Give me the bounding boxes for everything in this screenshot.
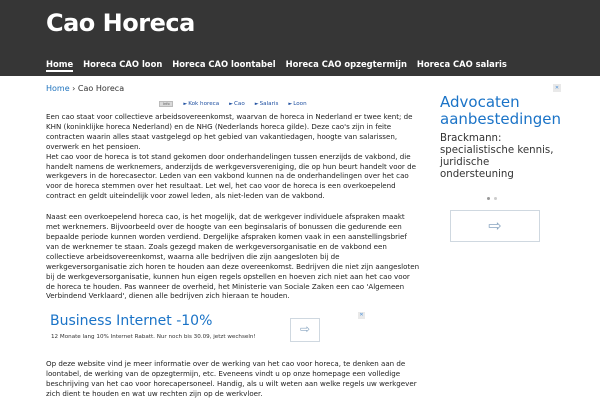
nav-item-horeca-cao-opzegtermijn[interactable]: Horeca CAO opzegtermijn	[285, 59, 407, 69]
breadcrumb-current: Cao Horeca	[77, 84, 125, 93]
closing-paragraph: Op deze website vind je meer informatie over de werking van het cao voor horeca, te denken aan de loontabel, de werking van de opzegtermijn, etc. Eveneens vindt u op onze homepage een volledige beschrijving van het cao voor horecapersoneel. Handig, als u wilt weten aan welke regels uw werkgever zich dient te houden en wat uw rechten zijn op de werkvloer.	[46, 359, 417, 399]
sidebar-ad-description: Brackmann: specialistische kennis, juridische ondersteuning	[440, 133, 554, 180]
inline-ad-description: 12 Monate lang 10% Internet Rabatt. Nur noch bis 30.09, jetzt wechseln!	[51, 334, 256, 341]
ad-link-cao[interactable]	[229, 101, 245, 107]
nav-item-horeca-cao-loon[interactable]: Horeca CAO loon	[83, 59, 163, 69]
nav-item-horeca-cao-salaris[interactable]: Horeca CAO salaris	[416, 59, 507, 69]
ad-info-icon[interactable]: Info	[159, 101, 173, 107]
nav-item-horeca-cao-loontabel[interactable]: Horeca CAO loontabel	[172, 59, 276, 69]
nav-item-home[interactable]: Home	[46, 59, 73, 72]
close-icon[interactable]: ✕	[554, 85, 560, 91]
ad-link-label: Cao	[234, 100, 245, 107]
ad-link-label: Kok horeca	[188, 100, 220, 107]
site-header	[0, 0, 600, 76]
main-content	[46, 84, 420, 410]
intro-text-continued: Het cao voor de horeca is tot stand gekomen door onderhandelingen tussen enerzijds de vakbond, die handelt namens de werknemers, anderzijds de werkgeversvereniging, die op hun beurt handelt voor de werkgevers in de horecasector. Leden van een vakbond kunnen na de onderhandelingen over het cao voor de horeca stemmen over het resultaat. Let wel, het cao voor de horeca is een overkoepelend contract en geldt uiteindelijk voor zowel leden, als niet-leden van de vakbond.	[46, 151, 416, 201]
carousel-dot[interactable]	[494, 197, 497, 200]
triangle-right-icon: ►	[229, 100, 233, 107]
sidebar-ad-headline[interactable]: Advocaten aanbestedingen	[440, 93, 562, 128]
arrow-right-icon[interactable]: ⇨	[290, 318, 320, 342]
ad-link-loon[interactable]	[288, 101, 306, 107]
ad-link-bar	[46, 99, 420, 108]
arrow-right-icon[interactable]: ⇨	[450, 210, 540, 242]
site-title[interactable]: Cao Horeca	[46, 9, 195, 37]
sidebar-advertisement[interactable]	[440, 84, 560, 244]
body-paragraph: Naast een overkoepelend horeca cao, is het mogelijk, dat de werkgever individuele afspraken maakt met werknemers. Bijvoorbeeld over de hoogte van een beginsalaris of bonussen die gedurende een bepaalde periode kunnen worden verdiend. Dergelijke afspraken komen vaak in een aanstellingsbrief van de werknemer te staan. Zoals gezegd maken de werkgeversorganisatie en de vakbond een collectieve arbeidsovereenkomst, waarna alle bedrijven die zijn aangesloten bij de werkgeversorganisatie zich horen te houden aan deze overeenkomst. Bedrijven die niet zijn aangesloten bij de werkgeversorganisatie, kunnen hun eigen regels opstellen en hoeven zich niet aan het cao voor de horeca te houden. Pas wanneer de overheid, het Ministerie van Sociale Zaken een cao 'Algemeen Verbindend Verklaard', dienen alle bedrijven zich hieraan te houden.	[46, 212, 420, 301]
ad-link-kok-horeca[interactable]	[183, 101, 219, 107]
breadcrumb	[46, 84, 420, 93]
close-icon[interactable]: ✕	[359, 312, 364, 319]
inline-ad-headline[interactable]: Business Internet -10%	[50, 313, 213, 330]
triangle-right-icon: ►	[183, 100, 188, 107]
ad-link-label: Salaris	[259, 100, 279, 107]
breadcrumb-separator: ›	[72, 84, 76, 93]
intro-text: Een cao staat voor collectieve arbeidsovereenkomst, waarvan de horeca in Nederland er twee kent; de KHN (koninklijke horeca Nederland) en de NHG (Nederlands horeca gilde). Deze cao's zijn in feite contracten waarin alles staat vastgelegd op het gebied van vakantiedagen, hoogte van salarissen, overwerk en het pensioen.	[46, 112, 413, 151]
main-nav	[46, 59, 517, 72]
ad-link-label: Loon	[293, 100, 307, 107]
carousel-dots	[487, 197, 497, 200]
intro-paragraph	[46, 112, 420, 201]
ad-link-salaris[interactable]	[255, 101, 279, 107]
carousel-dot[interactable]	[487, 197, 490, 200]
breadcrumb-home-link[interactable]: Home	[46, 84, 70, 93]
inline-advertisement[interactable]	[50, 312, 370, 350]
triangle-right-icon: ►	[254, 100, 259, 107]
triangle-right-icon: ►	[288, 100, 293, 107]
